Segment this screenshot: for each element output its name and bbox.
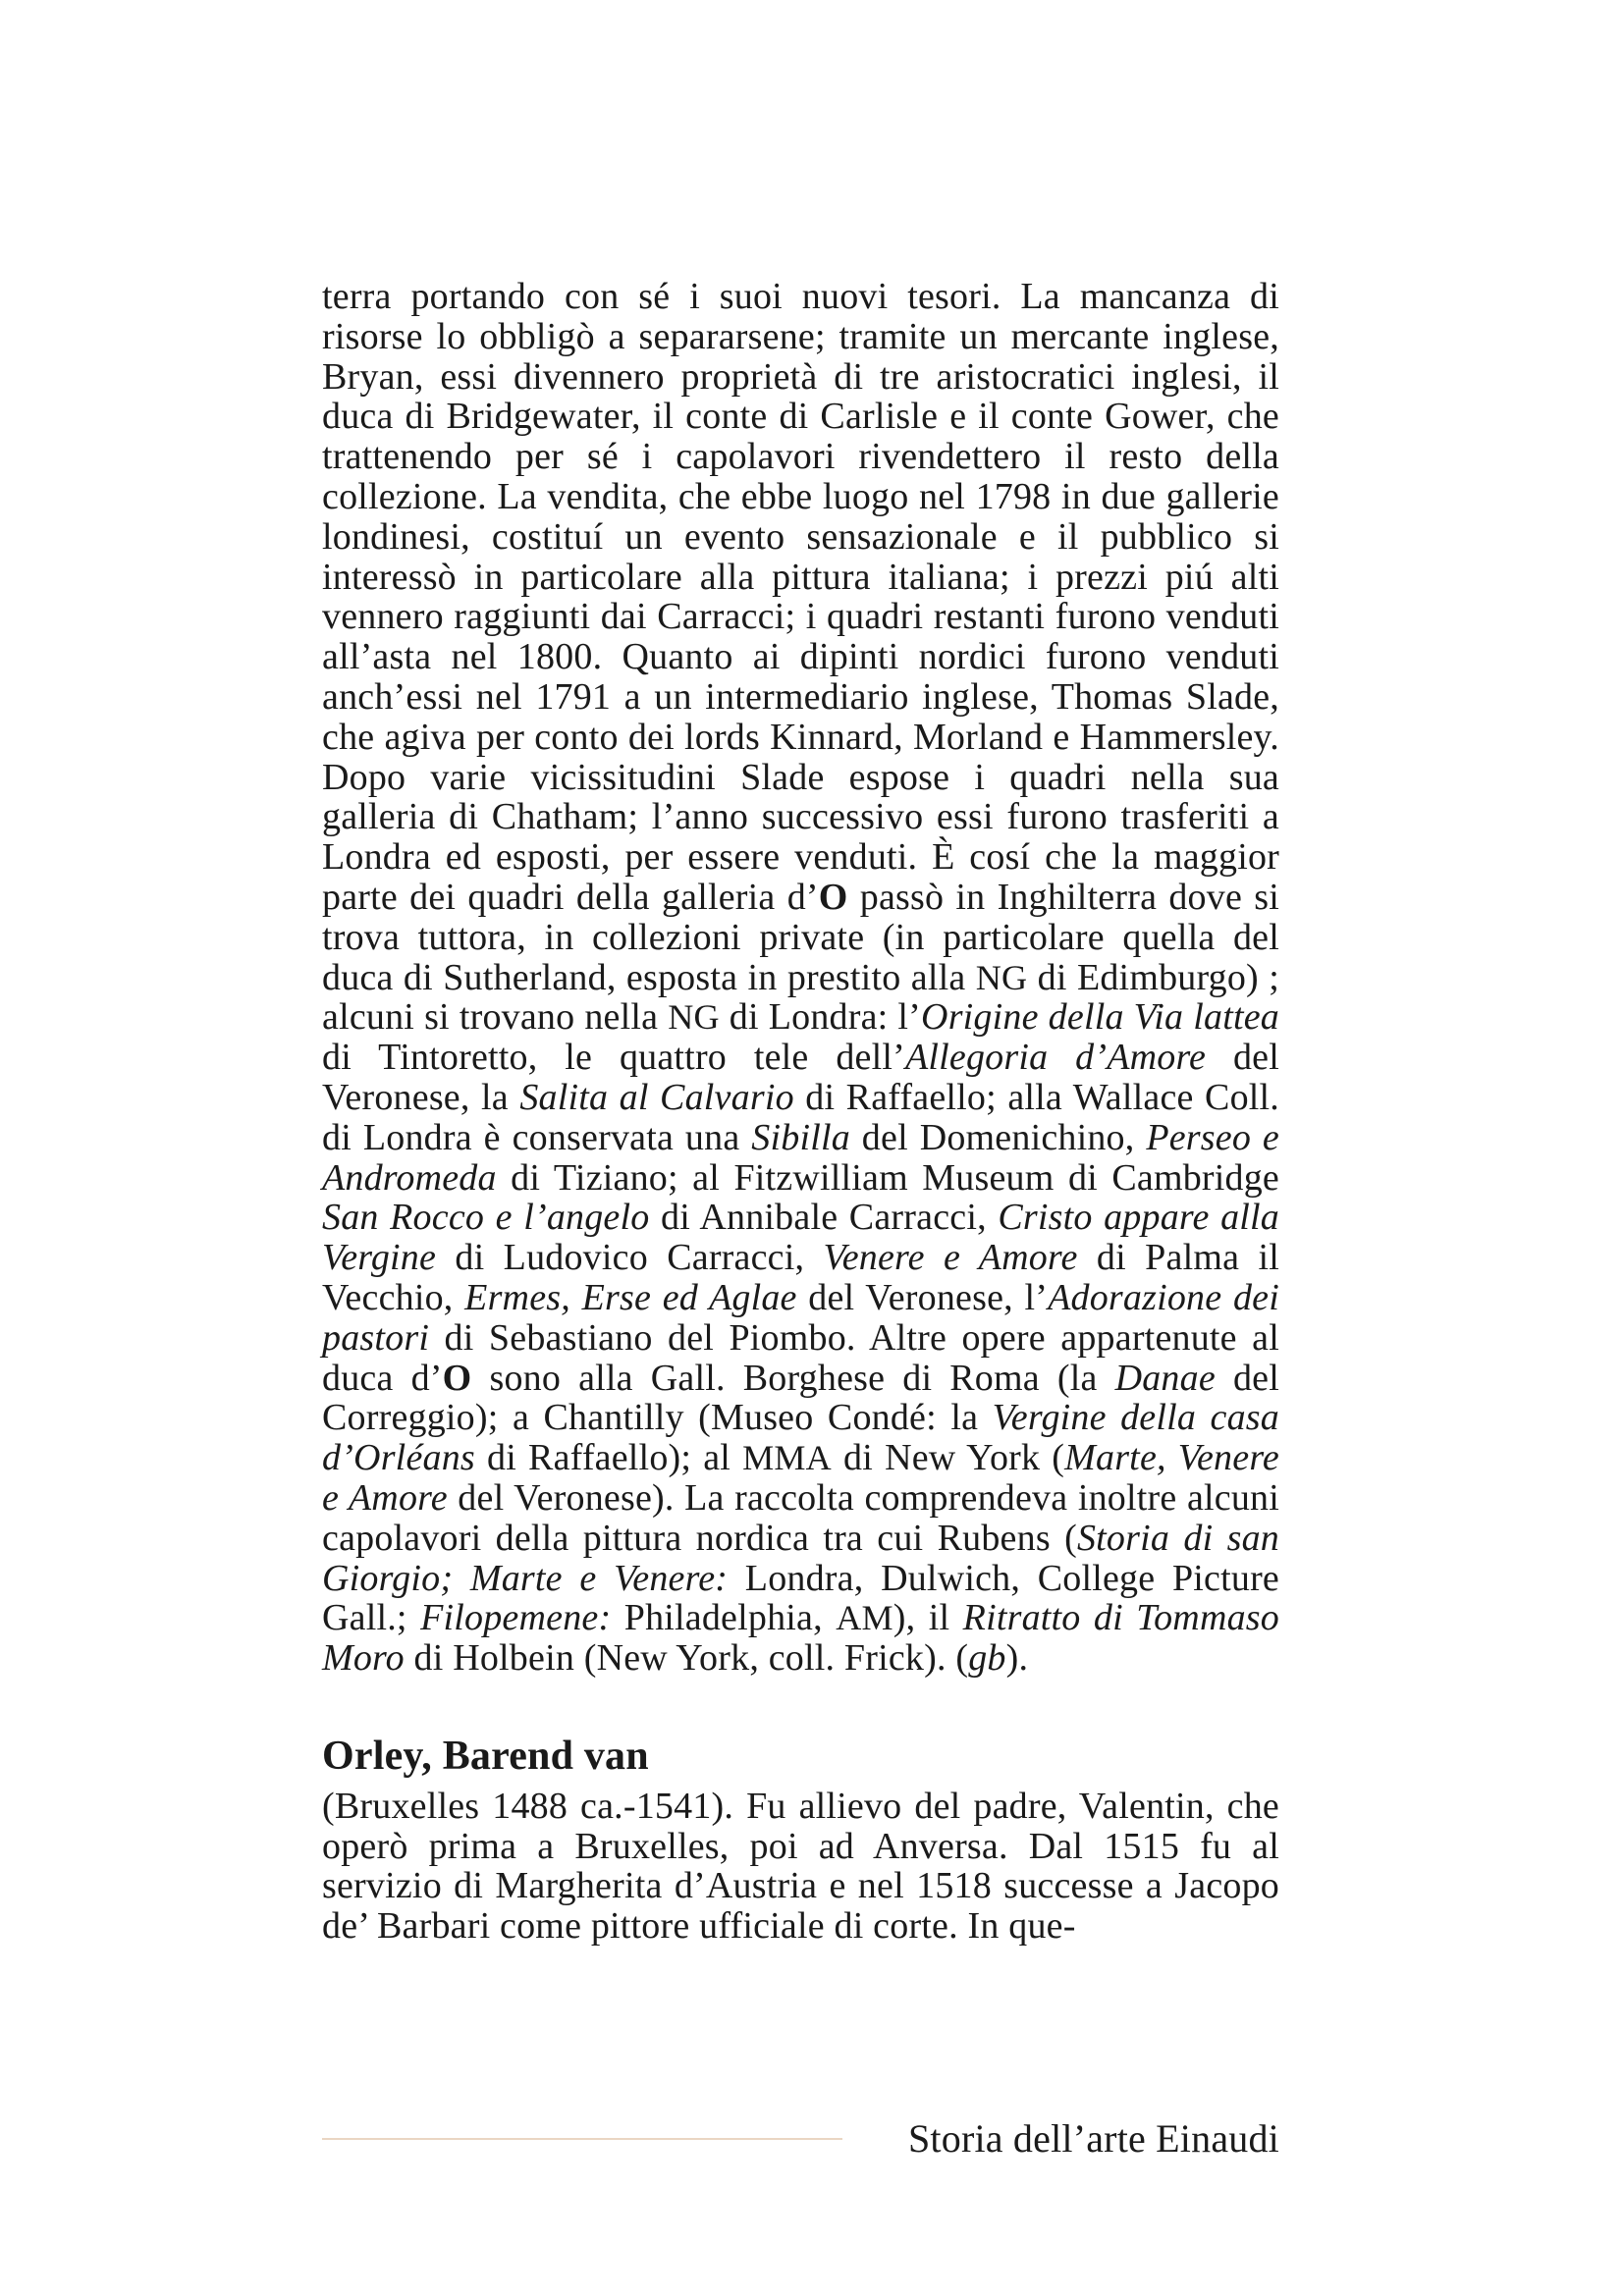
- museum-abbrev: AM: [836, 1598, 893, 1638]
- artwork-title: Venere e Amore: [823, 1237, 1078, 1279]
- footer-rule: [322, 2138, 842, 2140]
- page-body: [322, 277, 1279, 1947]
- artwork-title: Filopemene:: [420, 1597, 612, 1639]
- artwork-title: Ermes, Erse ed Aglae: [464, 1276, 797, 1318]
- text-span: del Veronese, l’: [796, 1276, 1049, 1318]
- text-span: di Londra: l’: [719, 996, 922, 1039]
- text-span: del Veronese, la: [322, 1037, 1279, 1118]
- entry-abbrev: O: [818, 876, 848, 918]
- museum-abbrev: MMA: [742, 1438, 832, 1478]
- text-span: di Edimburgo) ; alcuni si trovano nella: [322, 956, 1280, 1039]
- text-span: terra portando con sé i suoi nuovi tesori. La mancanza di risorse lo obbligò a separarsene; tramite un mercante inglese, Bryan, essi divennero proprietà di tre aristocratici inglesi, il duca di Bridgewater, il conte di Carlisle e il conte Gower, che trattenendo per sé i capolavori rivendettero il resto della collezione. La vendita, che ebbe luogo nel 1798 in due gallerie londinesi, costituí un evento sensazionale e il pubblico si interessò in particolare alla pittura italiana; i prezzi piú alti vennero raggiunti dai Carracci; i quadri restanti furono venduti all’asta nel 1800. Quanto ai dipinti nordici furono venduti anch’essi nel 1791 a un intermediario inglese, Thomas Slade, che agiva per conto dei lords Kinnard, Morland e Hammersley. Dopo varie vicissitudini Slade espose i quadri nella sua galleria di Chatham; l’anno successivo essi furono trasferiti a Londra ed esposti, per essere venduti. È cosí che la maggior parte dei quadri della galleria d’: [322, 276, 1279, 918]
- museum-abbrev: NG: [668, 997, 720, 1038]
- text-span: di Palma il Vecchio,: [322, 1237, 1279, 1318]
- artwork-title: Cristo appare alla Vergine: [322, 1197, 1279, 1279]
- author-initials: gb: [968, 1637, 1006, 1680]
- text-span: del Correggio); a Chantilly (Museo Condé: la: [322, 1357, 1279, 1439]
- artwork-title: Ritratto di Tommaso Moro: [322, 1597, 1279, 1680]
- text-span: di Tiziano; al Fitzwilliam Museum di Cambridge: [496, 1156, 1279, 1199]
- page-footer: [322, 2110, 1279, 2165]
- artwork-title: Sibilla: [751, 1116, 850, 1158]
- text-span: di Ludovico Carracci,: [436, 1237, 824, 1279]
- text-span: di New York (: [831, 1437, 1065, 1479]
- text-span: di Holbein (New York, coll. Frick). (: [404, 1637, 969, 1680]
- text-span: sono alla Gall. Borghese di Roma (la: [471, 1357, 1115, 1399]
- artwork-title: Origine della Via lattea: [921, 996, 1279, 1039]
- artwork-title: Danae: [1114, 1357, 1216, 1399]
- artwork-title: Vergine della casa d’Orléans: [322, 1397, 1279, 1479]
- artwork-title: Marte, Venere e Amore: [322, 1437, 1279, 1519]
- artwork-title: Adorazione dei pastori: [322, 1276, 1280, 1359]
- text-span: di Tintoretto, le quattro tele dell’: [322, 1037, 905, 1079]
- entry-body: (Bruxelles 1488 ca.-1541). Fu allievo del padre, Valentin, che operò prima a Bruxelles, poi ad Anversa. Dal 1515 fu al servizio di Margherita d’Austria e nel 1518 successe a Jacopo de’ Barbari come pittore ufficiale di corte. In que-: [322, 1785, 1279, 1948]
- text-span: del Domenichino,: [849, 1116, 1147, 1158]
- entry-heading: Orley, Barend van: [322, 1733, 649, 1779]
- text-span: Londra, Dulwich, College Picture Gall.;: [322, 1557, 1279, 1639]
- footer-title: Storia dell’arte Einaudi: [907, 2115, 1279, 2161]
- text-span: passò in Inghilterra dove si trova tuttora, in collezioni private (in particolare quella del duca di Sutherland, esposta in prestito alla: [322, 876, 1279, 998]
- artwork-title: San Rocco e l’angelo: [322, 1197, 650, 1239]
- artwork-title: Perseo e Andromeda: [322, 1116, 1279, 1199]
- text-span: Philadelphia,: [611, 1597, 837, 1639]
- artwork-title: Salita al Calvario: [519, 1076, 794, 1118]
- text-span: di Raffaello; alla Wallace Coll. di Londra è conservata una: [322, 1076, 1279, 1158]
- text-span: di Raffaello); al: [474, 1437, 743, 1479]
- entry-abbrev: O: [442, 1357, 472, 1399]
- text-span: del Veronese). La raccolta comprendeva inoltre alcuni capolavori della pittura nordica tra cui Rubens (: [322, 1476, 1279, 1559]
- text-span: ).: [1005, 1637, 1029, 1680]
- artwork-title: Storia di san Giorgio; Marte e Venere:: [322, 1517, 1280, 1599]
- text-span: di Sebastiano del Piombo. Altre opere appartenute al duca d’: [322, 1316, 1279, 1399]
- text-span: ), il: [893, 1597, 963, 1639]
- museum-abbrev: NG: [975, 957, 1028, 997]
- artwork-title: Allegoria d’Amore: [904, 1037, 1207, 1079]
- article-orleans-continued: [322, 277, 1279, 1679]
- text-span: di Annibale Carracci,: [649, 1197, 999, 1239]
